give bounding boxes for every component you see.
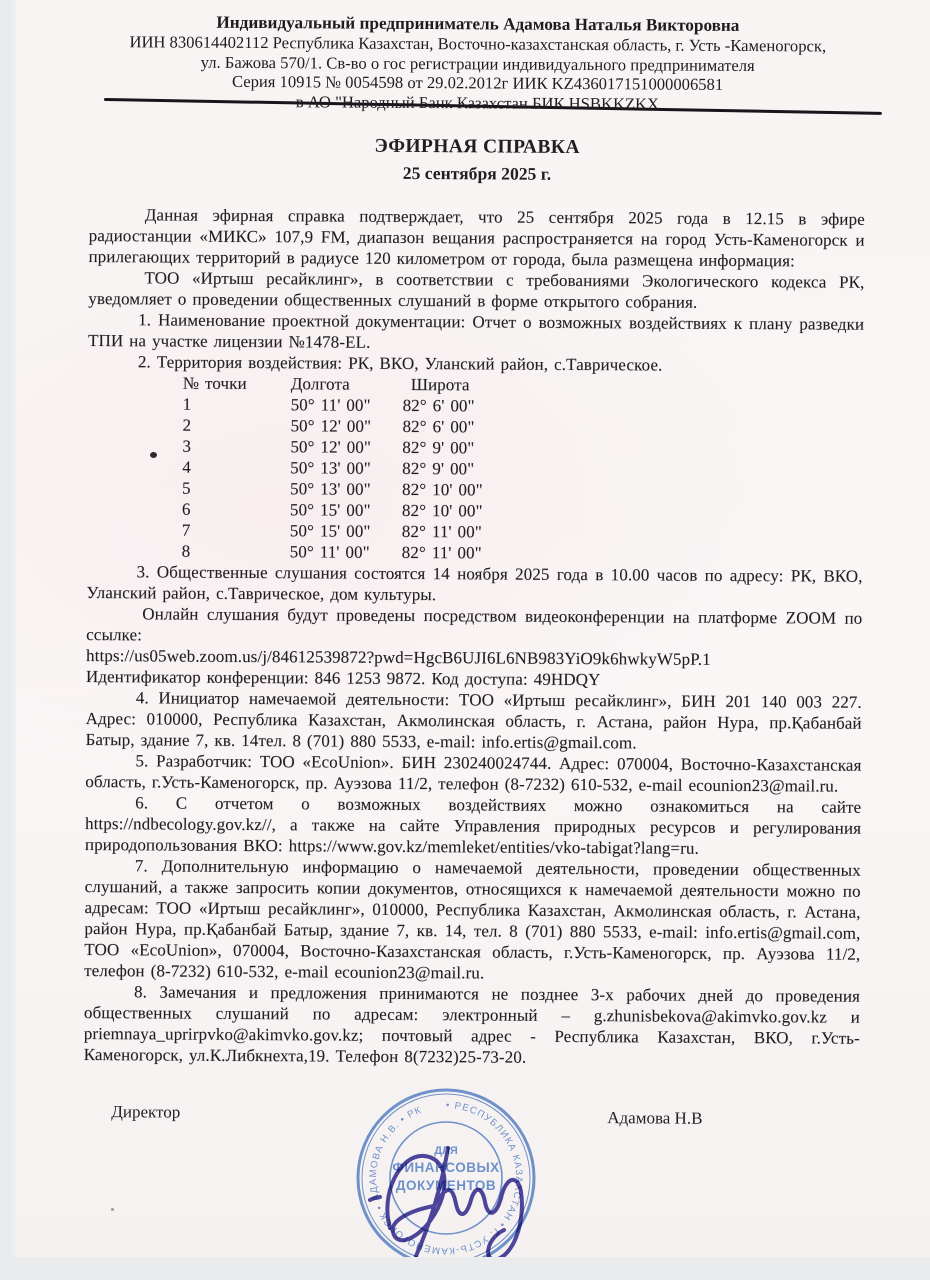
stamp-center-line-1: ДЛЯ	[434, 1145, 458, 1157]
stamp-ring-text: • РЕСПУБЛИКА КАЗАХСТАН • Г. УСТЬ-КАМЕНОГОРСК • АДАМОВА Н.В. • РК	[367, 1099, 525, 1257]
coordinates-table	[182, 373, 864, 566]
document-title: ЭФИРНАЯ СПРАВКА	[374, 135, 580, 158]
longitude-value: 50° 12' 00"	[290, 416, 372, 436]
point-number: 7	[181, 520, 191, 540]
zoom-meeting-link: https://us05web.zoom.us/j/84612539872?pwd=HgcB6UJI6L6NB983YiO9k6hwkyW5pP.1	[86, 645, 711, 669]
letterhead-bank: в АО "Народный Банк Казахстан БИК HSBKKZKX	[295, 92, 660, 114]
scanner-background-strip	[0, 1257, 930, 1280]
longitude-value: 50° 12' 00"	[290, 437, 372, 457]
paragraph-intro: Данная эфирная справка подтверждает, что 25 сентября 2025 года в 12.15 в эфире радиостанции «МИКС» 107,9 FM, диапазон вещания распространяется на город Усть-Каменогорск и прилегающих территорий в радиусе 120 километром от города, была размещена информация:	[88, 205, 865, 271]
point-number: 1	[182, 394, 192, 414]
point-number: 2	[182, 415, 192, 435]
letterhead-series-iik: Серия 10915 № 0054598 от 29.02.2012г ИИК KZ436017151000006581	[231, 72, 724, 95]
point-number: 3	[182, 436, 192, 456]
paragraph-item-8: 8. Замечания и предложения принимаются не позднее 3-х рабочих дней до проведения общественных слушаний по адресам: электронный – g.zhunisbekova@akimvko.gov.kz и priemnaya_uprirpvko@akimvko.gov.kz; почтовый адрес - Республика Казахстан, ВКО, г.Усть-Каменогорск, ул.К.Либкнехта,19. Телефон 8(7232)25-73-20.	[83, 982, 861, 1067]
longitude-value: 50° 13' 00"	[290, 479, 371, 499]
scanner-edge-strip	[8, 0, 16, 1257]
letterhead-entrepreneur-name: Индивидуальный предприниматель Адамова Наталья Викторовна	[216, 12, 740, 35]
paragraph-item-3: 3. Общественные слушания состоятся 14 ноября 2025 года в 10.00 часов по адресу: РК, ВКО, Уланский район, с.Таврическое, дом культуры.	[86, 562, 863, 605]
latitude-value: 82° 11' 00"	[401, 521, 482, 542]
longitude-value: 50° 13' 00"	[290, 458, 371, 478]
paragraph-item-2: 2. Территория воздействия: РК, ВКО, Уланский район, с.Таврическое.	[137, 352, 663, 375]
paragraph-item-6: 6. С отчетом о возможных воздействиях можно ознакомиться на сайте https://ndbecology.gov.kz//, а также на сайте Управления природных ресурсов и регулирования природопользования ВКО: https://www.gov.kz/memleket/entities/vko-tabigat?lang=ru.	[84, 793, 862, 858]
latitude-value: 82° 6' 00"	[402, 395, 475, 416]
scan-artifact-dot	[111, 1208, 114, 1211]
point-number: 5	[182, 478, 191, 498]
latitude-value: 82° 11' 00"	[401, 542, 482, 563]
paragraph-item-7: 7. Дополнительную информацию о намечаемой деятельности, проведении общественных слушаний, а также запросить копии документов, относящихся к намечаемой деятельности можно по адресам: ТОО «Иртыш ресайклинг», 010000, Республика Казахстан, Акмолинская область, г. Астана, район Нура, пр.Қабанбай Батыр, здание 7, кв. 14, тел. 8 (701) 880 5533, e-mail: info.ertis@gmail.com, ТОО «EcoUnion», 070004, Восточно-Казахстанская область, г.Усть-Каменогорск, пр. Ауэзова 11/2, телефон (8-7232) 610-532, e-mail ecounion23@mail.ru.	[84, 856, 861, 983]
latitude-value: 82° 10' 00"	[401, 500, 483, 521]
document-date: 25 сентября 2025 г.	[402, 162, 552, 184]
stamp-center-line-3: ДОКУМЕНТОВ	[395, 1178, 497, 1193]
stamp-center-line-2: ФИНАНСОВЫХ	[392, 1160, 500, 1175]
column-header-latitude: Широта	[410, 374, 470, 395]
paragraph-item-5: 5. Разработчик: ТОО «EcoUnion». БИН 230240024744. Адрес: 070004, Восточно-Казахстанская область, г.Усть-Каменогорск, пр. Ауэзова 11/2, телефон (8-7232) 610-532, e-mail ecounion23@mail.ru.	[85, 751, 862, 796]
longitude-value: 50° 15' 00"	[289, 500, 371, 520]
scan-artifact-dot	[150, 452, 157, 458]
page-content	[83, 12, 866, 1143]
longitude-value: 50° 11' 00"	[289, 542, 370, 562]
latitude-value: 82° 9' 00"	[402, 458, 475, 479]
latitude-value: 82° 6' 00"	[402, 416, 475, 437]
latitude-value: 82° 10' 00"	[402, 479, 483, 500]
signature-role: Директор	[111, 1102, 181, 1122]
paragraph-item-1: 1. Наименование проектной документации: Отчет о возможных воздействиях к плану разведки ТПИ на участке лицензии №1478-EL.	[87, 310, 865, 352]
point-number: 8	[181, 541, 191, 561]
signature-ink	[360, 1128, 610, 1257]
letterhead-iin-address: ИИН 830614402112 Республика Казахстан, Восточно-казахстанская область, г. Усть -Каменогорск,	[129, 32, 827, 56]
letterhead-street-registration: ул. Бажова 570/1. Св-во о гос регистрации индивидуального предпринимателя	[200, 52, 755, 75]
document-page	[8, 0, 930, 1257]
point-number: 4	[182, 457, 191, 477]
conference-id-line: Идентификатор конференции: 846 1253 9872. Код доступа: 49HDQY	[85, 666, 601, 690]
paragraph-online-hearings: Онлайн слушания будут проведены посредством видеоконференции на платформе ZOOM по ссылке:	[86, 604, 863, 645]
column-header-longitude: Долгота	[290, 374, 350, 394]
paragraph-item-4: 4. Инициатор намечаемой деятельности: ТОО «Иртыш ресайклинг», БИН 201 140 003 227. Адрес: 010000, Республика Казахстан, Акмолинская область, г. Астана, район Нура, пр.Қабанбай Батыр, здание 7, кв. 14тел. 8 (701) 880 5533, e-mail: info.ertis@gmail.com.	[85, 688, 862, 753]
column-header-point: № точки	[182, 373, 247, 393]
longitude-value: 50° 15' 00"	[289, 521, 371, 541]
signature-name: Адамова Н.В	[607, 1108, 703, 1128]
longitude-value: 50° 11' 00"	[290, 395, 371, 415]
letterhead	[89, 12, 866, 116]
point-number: 6	[181, 499, 191, 519]
latitude-value: 82° 9' 00"	[402, 437, 475, 458]
document-body	[84, 204, 865, 1070]
paragraph-too-announcement: ТОО «Иртыш ресайклинг», в соответствии с требованиями Экологического кодекса РК, уведомляет о проведении общественных слушаний в форме открытого собрания.	[88, 268, 865, 312]
